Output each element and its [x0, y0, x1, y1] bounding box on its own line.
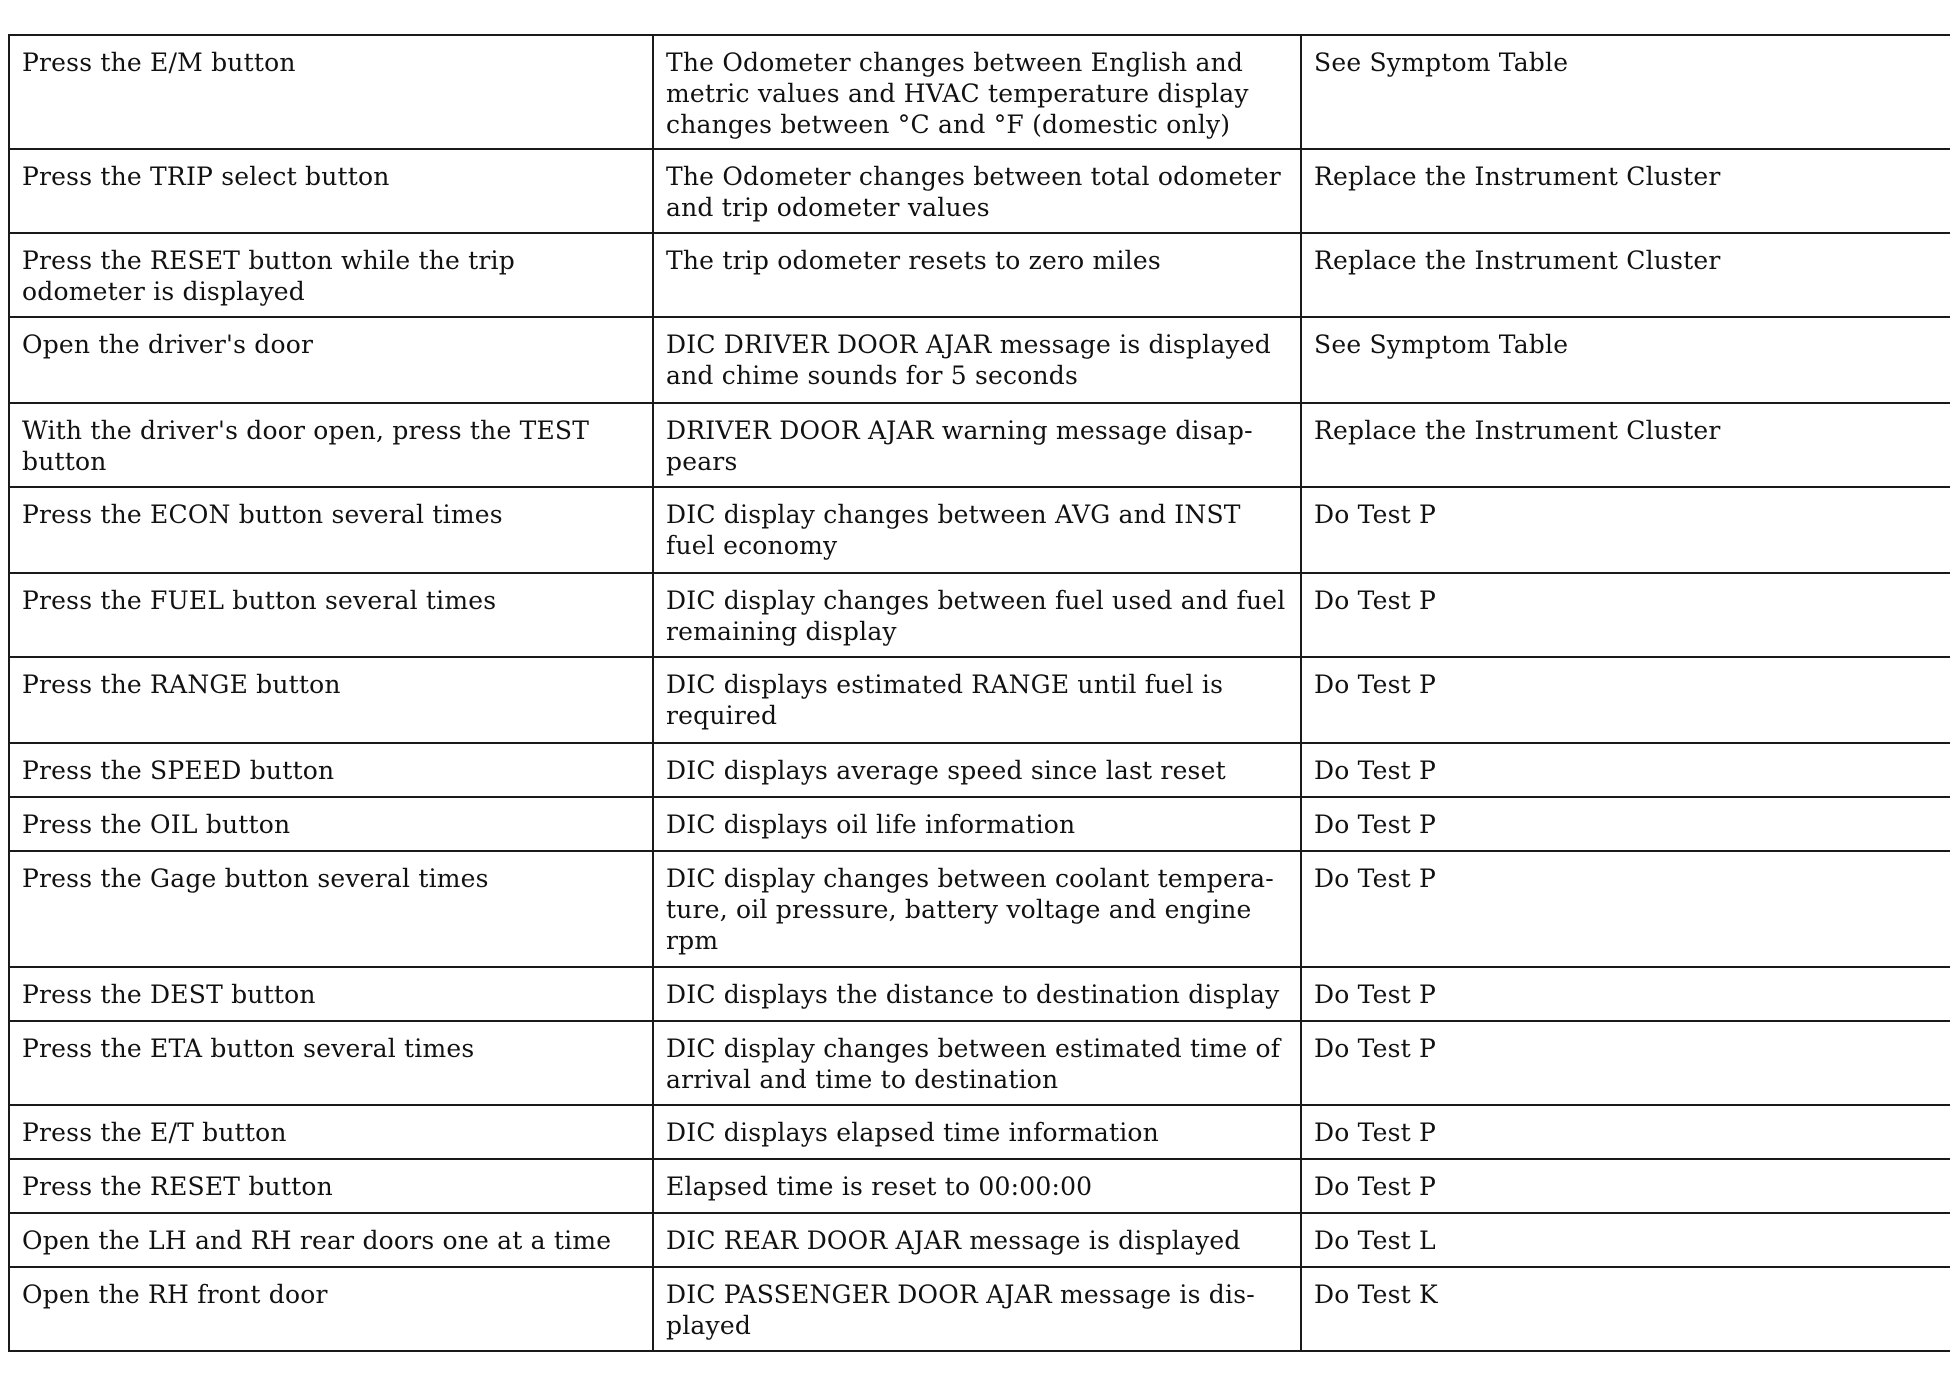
- fail-cell: [1301, 403, 1950, 487]
- action-text: Open the RH front door: [22, 1280, 328, 1309]
- action-text: Press the RANGE button: [22, 670, 341, 699]
- result-text: DIC display changes between AVG and INST fuel economy: [666, 500, 1241, 560]
- fail-text: Do Test P: [1314, 756, 1437, 785]
- fail-cell: [1301, 1159, 1950, 1213]
- result-text: DIC displays average speed since last reset: [666, 756, 1226, 785]
- fail-text: Do Test P: [1314, 1118, 1437, 1147]
- table-row: [9, 1021, 1950, 1105]
- result-cell: [653, 967, 1301, 1021]
- fail-cell: [1301, 487, 1950, 573]
- fail-text: Do Test P: [1314, 586, 1437, 615]
- table-body: [9, 35, 1950, 1351]
- result-cell: [653, 233, 1301, 317]
- fail-cell: [1301, 35, 1950, 149]
- result-cell: [653, 851, 1301, 967]
- result-text: DIC displays elapsed time information: [666, 1118, 1159, 1147]
- result-text: Elapsed time is reset to 00:00:00: [666, 1172, 1093, 1201]
- result-text: DIC PASSENGER DOOR AJAR message is dis- played: [666, 1280, 1255, 1340]
- table-row: [9, 967, 1950, 1021]
- result-cell: [653, 1021, 1301, 1105]
- action-text: Press the OIL button: [22, 810, 291, 839]
- result-text: The Odometer changes between English and metric values and HVAC temperature display changes between °C and °F (domestic only): [666, 48, 1249, 139]
- action-cell: [9, 851, 653, 967]
- fail-cell: [1301, 1105, 1950, 1159]
- action-cell: [9, 233, 653, 317]
- action-text: Press the SPEED button: [22, 756, 335, 785]
- action-cell: [9, 487, 653, 573]
- table-row: [9, 1105, 1950, 1159]
- action-cell: [9, 1267, 653, 1351]
- action-cell: [9, 573, 653, 657]
- action-text: Press the ECON button several times: [22, 500, 503, 529]
- result-cell: [653, 487, 1301, 573]
- result-cell: [653, 1105, 1301, 1159]
- action-text: Open the LH and RH rear doors one at a time: [22, 1226, 612, 1255]
- result-cell: [653, 149, 1301, 233]
- fail-text: Do Test P: [1314, 980, 1437, 1009]
- action-cell: [9, 317, 653, 403]
- fail-cell: [1301, 967, 1950, 1021]
- action-cell: [9, 403, 653, 487]
- fail-text: Do Test K: [1314, 1280, 1438, 1309]
- fail-cell: [1301, 1267, 1950, 1351]
- action-cell: [9, 657, 653, 743]
- result-text: DIC display changes between fuel used and fuel remaining display: [666, 586, 1286, 646]
- table-row: [9, 851, 1950, 967]
- action-text: Press the ETA button several times: [22, 1034, 475, 1063]
- result-cell: [653, 317, 1301, 403]
- fail-cell: [1301, 743, 1950, 797]
- fail-text: Replace the Instrument Cluster: [1314, 162, 1721, 191]
- fail-text: Do Test P: [1314, 864, 1437, 893]
- fail-text: Do Test P: [1314, 810, 1437, 839]
- action-cell: [9, 1021, 653, 1105]
- result-text: The Odometer changes between total odometer and trip odometer values: [666, 162, 1281, 222]
- action-cell: [9, 1159, 653, 1213]
- action-cell: [9, 149, 653, 233]
- fail-text: See Symptom Table: [1314, 48, 1569, 77]
- result-text: DIC displays oil life information: [666, 810, 1076, 839]
- action-text: Press the Gage button several times: [22, 864, 489, 893]
- result-cell: [653, 403, 1301, 487]
- action-text: Press the FUEL button several times: [22, 586, 497, 615]
- action-text: With the driver's door open, press the TEST button: [22, 416, 590, 476]
- table-row: [9, 487, 1950, 573]
- table-row: [9, 1213, 1950, 1267]
- action-cell: [9, 1213, 653, 1267]
- result-text: DIC REAR DOOR AJAR message is displayed: [666, 1226, 1241, 1255]
- result-cell: [653, 1159, 1301, 1213]
- fail-text: Do Test P: [1314, 1034, 1437, 1063]
- action-text: Press the E/M button: [22, 48, 296, 77]
- result-cell: [653, 1213, 1301, 1267]
- fail-text: Do Test L: [1314, 1226, 1436, 1255]
- result-cell: [653, 35, 1301, 149]
- action-text: Open the driver's door: [22, 330, 314, 359]
- fail-text: Do Test P: [1314, 1172, 1437, 1201]
- fail-cell: [1301, 797, 1950, 851]
- table-row: [9, 317, 1950, 403]
- fail-cell: [1301, 851, 1950, 967]
- fail-cell: [1301, 233, 1950, 317]
- action-cell: [9, 743, 653, 797]
- fail-cell: [1301, 1213, 1950, 1267]
- fail-cell: [1301, 1021, 1950, 1105]
- action-text: Press the E/T button: [22, 1118, 287, 1147]
- result-cell: [653, 743, 1301, 797]
- result-text: DIC display changes between coolant tempera- ture, oil pressure, battery voltage and engine rpm: [666, 864, 1274, 955]
- action-cell: [9, 1105, 653, 1159]
- action-cell: [9, 35, 653, 149]
- table-row: [9, 403, 1950, 487]
- result-text: DIC displays estimated RANGE until fuel is required: [666, 670, 1224, 730]
- table-row: [9, 149, 1950, 233]
- result-cell: [653, 1267, 1301, 1351]
- fail-text: Do Test P: [1314, 670, 1437, 699]
- result-cell: [653, 797, 1301, 851]
- fail-cell: [1301, 657, 1950, 743]
- fail-cell: [1301, 149, 1950, 233]
- table-row: [9, 657, 1950, 743]
- action-cell: [9, 797, 653, 851]
- fail-text: Replace the Instrument Cluster: [1314, 416, 1721, 445]
- table-row: [9, 233, 1950, 317]
- fail-text: Do Test P: [1314, 500, 1437, 529]
- result-text: The trip odometer resets to zero miles: [666, 246, 1161, 275]
- fail-cell: [1301, 573, 1950, 657]
- result-cell: [653, 573, 1301, 657]
- result-text: DRIVER DOOR AJAR warning message disap- pears: [666, 416, 1253, 476]
- table-row: [9, 1159, 1950, 1213]
- result-text: DIC DRIVER DOOR AJAR message is displayed and chime sounds for 5 seconds: [666, 330, 1271, 390]
- fail-text: Replace the Instrument Cluster: [1314, 246, 1721, 275]
- fail-text: See Symptom Table: [1314, 330, 1569, 359]
- result-cell: [653, 657, 1301, 743]
- action-cell: [9, 967, 653, 1021]
- fail-cell: [1301, 317, 1950, 403]
- action-text: Press the RESET button: [22, 1172, 333, 1201]
- action-text: Press the DEST button: [22, 980, 316, 1009]
- result-text: DIC displays the distance to destination display: [666, 980, 1280, 1009]
- table-row: [9, 797, 1950, 851]
- action-text: Press the RESET button while the trip odometer is displayed: [22, 246, 515, 306]
- table-row: [9, 743, 1950, 797]
- action-text: Press the TRIP select button: [22, 162, 390, 191]
- result-text: DIC display changes between estimated time of arrival and time to destination: [666, 1034, 1281, 1094]
- table-row: [9, 573, 1950, 657]
- table-row: [9, 35, 1950, 149]
- table-row: [9, 1267, 1950, 1351]
- diagnostic-table: [8, 34, 1950, 1352]
